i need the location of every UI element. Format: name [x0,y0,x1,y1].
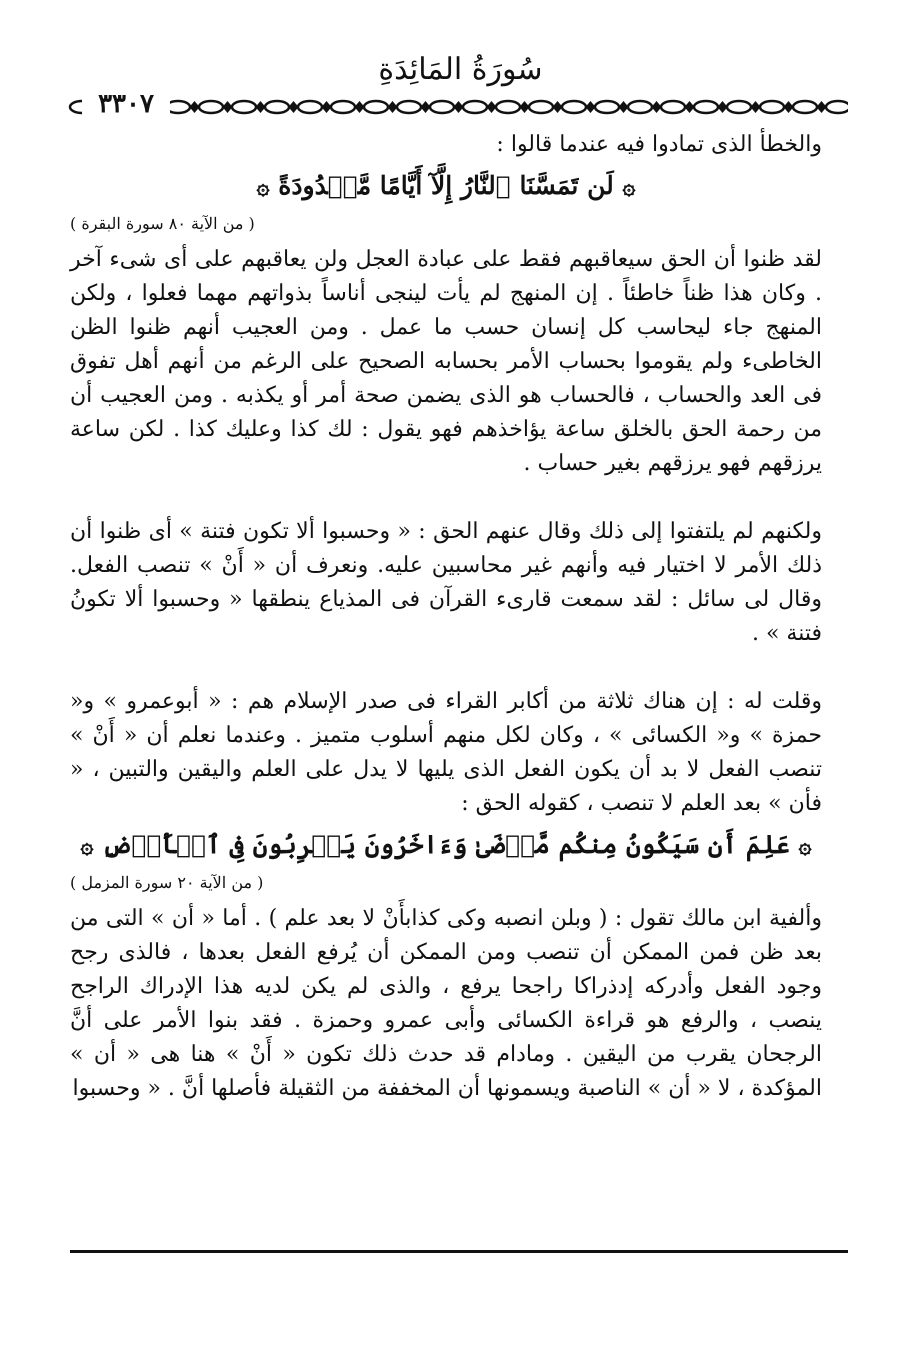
paragraph-3: وقلت له : إن هناك ثلاثة من أكابر القراء فى صدر الإسلام هم : « أبوعمرو » و« حمزة » و« الكسائى » ، وكان لكل منهم أسلوب متميز . وعندما نعلم أن « أَنْ » تنصب الفعل لا بد أن يكون الفعل الذى يليها لا يدل على العلم واليقين والتبين ، « فأن » بعد العلم لا تنصب ، كقوله الحق : [70,689,822,816]
verse-2-text: عَلِمَ أَن سَيَكُونُ مِنكُم مَّرۡضَىٰ وَءَاخَرُونَ يَضۡرِبُونَ فِى ٱلۡأَرۡضِ [102,830,790,859]
quran-verse-2 [70,823,822,868]
intro-line: والخطأ الذى تمادوا فيه عندما قالوا : [496,132,822,157]
band-oval [595,101,619,113]
footer-rule [70,1250,848,1253]
band-oval [265,101,289,113]
verse-open-ornament-icon: ۞ [622,174,636,200]
band-oval [463,101,487,113]
band-oval [694,101,718,113]
verse-2-reference: ( من الآية ٢٠ سورة المزمل ) [70,873,264,892]
band-oval [529,101,553,113]
verse-close-ornament-icon: ۞ [80,833,94,859]
band-oval [397,101,421,113]
verse-open-ornament-icon: ۞ [798,833,812,859]
paragraph-4: وألفية ابن مالك تقول : ( وبلن انصبه وكى كذابأَنْ لا بعد علم ) . أما « أن » التى من بعد ظن فمن الممكن أن تنصب ومن الممكن أن يُرفع الفعل بعدها ، فالذى رجح وجود الفعل وأدركه إدذراكا راجحا يرفع ، والذى لم يكن لديه هذا الإدراك الراجح ينصب ، والرفع هو قراءة الكسائى وأبى عمرو وحمزة . فقد بنوا الأمر على أنَّ الرجحان يقرب من اليقين . ومادام قد حدث ذلك تكون « أَنْ » هنا هى « أن » المؤكدة ، لا « أن » الناصبة ويسمونها أن المخففة من الثقيلة فأصلها أنَّ . « وحسبوا [70,906,822,1101]
band-oval [199,101,223,113]
verse-close-ornament-icon: ۞ [256,174,270,200]
band-oval [364,101,388,113]
paragraph-2: ولكنهم لم يلتفتوا إلى ذلك وقال عنهم الحق : « وحسبوا ألا تكون فتنة » أى ظنوا أن ذلك الأمر لا اختيار فيه وأنهم غير محاسبين عليه. ونعرف أن « أَنْ » تنصب الفعل. وقال لى سائل : لقد سمعت قارىء القرآن فى المذياع ينطقها « وحسبوا ألا تكونُ فتنة » . [70,519,822,646]
decorative-header-band [68,92,848,122]
page-body [70,128,822,1106]
band-oval [661,101,685,113]
band-oval [331,101,355,113]
band-oval [298,101,322,113]
band-oval [727,101,751,113]
surah-title: سُورَةُ المَائِدَةِ [378,52,543,87]
band-oval [496,101,520,113]
verse-1-text: لَن تَمَسَّنَا ٱلنَّارُ إِلَّآ أَيَّامًا مَّعۡدُودَةً [278,171,614,200]
band-oval [232,101,256,113]
band-oval [826,101,848,113]
band-oval [793,101,817,113]
quran-verse-1 [70,164,822,209]
paragraph-1: لقد ظنوا أن الحق سيعاقبهم فقط على عبادة العجل ولن يعاقبهم على أى شىء آخر . وكان هذا ظناً خاطئاً . إن المنهج لم يأت لينجى أناساً بذواتهم مهما فعلوا ، ولكن المنهج جاء ليحاسب كل إنسان حسب ما عمل . ومن العجيب أنهم ظنوا الظن الخاطىء ولم يقوموا بحساب الأمر بحسابه الصحيح على الرغم من أنهم أهل تفوق فى العد والحساب ، فالحساب هو الذى يضمن صحة أمر أو يكذبه . ومن العجيب أن من رحمة الحق بالخلق ساعة يؤاخذهم فهو يقول : لك كذا وعليك كذا . لكن ساعة يرزقهم فهو يرزقهم بغير حساب . [70,247,822,476]
band-oval [430,101,454,113]
band-oval [628,101,652,113]
band-oval [760,101,784,113]
band-oval [562,101,586,113]
verse-1-reference: ( من الآية ٨٠ سورة البقرة ) [70,214,255,233]
page-number: ٣٣٠٧ [82,88,170,120]
